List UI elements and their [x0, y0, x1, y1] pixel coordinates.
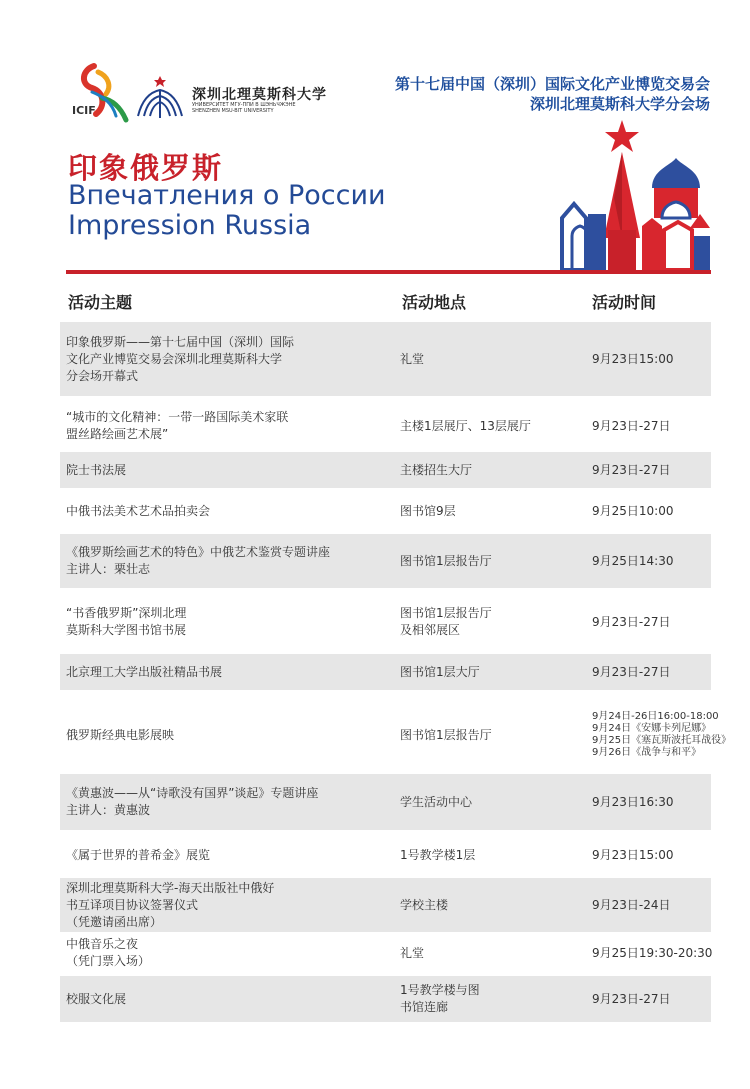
table-row: [60, 654, 711, 690]
event-place: [400, 832, 585, 878]
event-topic-line: 中俄音乐之夜: [66, 937, 139, 951]
event-place: [400, 322, 585, 396]
event-topic-line: 深圳北理莫斯科大学-海天出版社中俄好: [66, 880, 275, 895]
event-topic: [66, 932, 396, 974]
event-topic-line: 文化产业博览交易会深圳北理莫斯科大学: [66, 351, 283, 366]
event-time-line: 9月23日-27日: [592, 418, 671, 433]
event-topic-line: （凭门票入场）: [66, 954, 151, 968]
event-topic-line: 书互译项目协议签署仪式: [66, 897, 199, 912]
event-time: [592, 322, 711, 396]
event-topic-line: （凭邀请函出席）: [66, 914, 163, 929]
event-time: [592, 976, 711, 1022]
icif-label: ICIF: [72, 104, 96, 117]
event-place-line: 主楼招生大厅: [400, 462, 473, 477]
event-place-line: 礼堂: [400, 945, 425, 960]
page-header: [0, 0, 750, 280]
event-topic: [66, 534, 396, 588]
event-place-line: 学校主楼: [400, 897, 449, 912]
university-emblem-icon: [134, 74, 186, 120]
event-time-line: 9月23日15:00: [592, 847, 674, 862]
event-topic-line: “书香俄罗斯”深圳北理: [66, 606, 187, 620]
event-time: [592, 832, 711, 878]
event-topic-line: 北京理工大学出版社精品书展: [66, 664, 223, 679]
event-place-line: 图书馆1层大厅: [400, 664, 480, 679]
event-place-line: 图书馆1层报告厅: [400, 727, 492, 742]
event-topic: [66, 452, 396, 488]
university-name-ru: УНИВЕРСИТЕТ МГУ-ППИ В ШЭНЬЧЖЭНЕ: [192, 102, 296, 108]
table-row: [60, 402, 711, 450]
table-header: [0, 286, 750, 316]
event-topic-line: 《黄惠波——从“诗歌没有国界”谈起》专题讲座: [66, 786, 319, 800]
event-time-line: 9月23日-27日: [592, 614, 671, 629]
event-place-line: 图书馆9层: [400, 503, 456, 518]
event-place-line: 主楼1层展厅、13层展厅: [400, 418, 531, 433]
event-time: [592, 534, 711, 588]
event-topic-line: 盟丝路绘画艺术展”: [66, 427, 169, 441]
event-time-line: 9月23日-24日: [592, 897, 671, 912]
table-row: [60, 976, 711, 1022]
column-header-place: 活动地点: [402, 293, 467, 312]
event-topic-line: 莫斯科大学图书馆书展: [66, 623, 187, 637]
event-time-line: 9月25日14:30: [592, 553, 674, 568]
event-time-line: 9月26日《战争与和平》: [592, 747, 702, 758]
event-place: [400, 402, 585, 450]
event-place-line: 图书馆1层报告厅: [400, 606, 492, 620]
event-place: [400, 976, 585, 1022]
column-header-time: 活动时间: [592, 293, 657, 312]
university-name-cn: 深圳北理莫斯科大学: [192, 87, 327, 103]
event-topic-line: 主讲人：黄惠波: [66, 803, 151, 817]
event-topic-line: “城市的文化精神：一带一路国际美术家联: [66, 410, 289, 424]
event-topic-line: 院士书法展: [66, 462, 127, 477]
event-time: [592, 878, 711, 932]
event-place: [400, 452, 585, 488]
event-time-line: 9月24日《安娜卡列尼娜》: [592, 723, 712, 734]
event-time: [592, 932, 711, 974]
table-row: [60, 878, 711, 932]
event-topic: [66, 322, 396, 396]
table-row: [60, 592, 711, 652]
event-time: [592, 492, 711, 530]
event-place: [400, 774, 585, 830]
event-time: [592, 452, 711, 488]
event-place: [400, 932, 585, 974]
event-time: [592, 698, 732, 772]
event-topic-line: 《属于世界的普希金》展览: [66, 847, 211, 862]
event-place: [400, 654, 585, 690]
table-row: [60, 698, 732, 772]
event-time-line: 9月25日19:30-20:30: [592, 945, 713, 960]
event-place: [400, 698, 585, 772]
event-place-line: 书馆连廊: [400, 1000, 449, 1014]
event-place: [400, 878, 585, 932]
event-place: [400, 492, 585, 530]
event-place: [400, 592, 585, 652]
event-time-line: 9月23日-27日: [592, 664, 671, 679]
page-title-ru: Впечатления о России: [68, 180, 386, 211]
event-time-line: 9月23日16:30: [592, 794, 674, 809]
event-time-line: 9月23日15:00: [592, 351, 674, 366]
event-place-line: 礼堂: [400, 351, 425, 366]
event-time: [592, 654, 711, 690]
event-topic: [66, 698, 396, 772]
event-time: [592, 774, 711, 830]
event-topic: [66, 832, 396, 878]
table-row: [60, 774, 711, 830]
event-topic: [66, 654, 396, 690]
fair-title: [395, 74, 710, 114]
event-place: [400, 534, 585, 588]
event-topic-line: 俄罗斯经典电影展映: [66, 727, 175, 742]
event-topic: [66, 878, 396, 932]
event-place-line: 及相邻展区: [400, 623, 461, 637]
event-time-line: 9月23日-27日: [592, 991, 671, 1006]
header-divider: [66, 270, 711, 274]
fair-title-line2: 深圳北理莫斯科大学分会场: [529, 95, 710, 113]
event-topic: [66, 592, 396, 652]
event-topic: [66, 976, 396, 1022]
event-time: [592, 592, 711, 652]
event-time-line: 9月25日《塞瓦斯波托耳战役》: [592, 735, 732, 746]
column-header-topic: 活动主题: [68, 293, 133, 312]
event-place-line: 1号教学楼与图: [400, 983, 480, 997]
event-place-line: 图书馆1层报告厅: [400, 553, 492, 568]
kremlin-illustration-icon: [552, 118, 712, 270]
event-topic-line: 《俄罗斯绘画艺术的特色》中俄艺术鉴赏专题讲座: [66, 545, 331, 559]
event-topic-line: 印象俄罗斯——第十七届中国（深圳）国际: [66, 334, 295, 349]
university-name-en: SHENZHEN MSU-BIT UNIVERSITY: [192, 108, 274, 114]
university-logo: [134, 74, 329, 122]
table-row: [60, 322, 711, 396]
event-time: [592, 402, 711, 450]
event-place-line: 学生活动中心: [400, 794, 473, 809]
page-title-cn: 印象俄罗斯: [68, 151, 224, 185]
event-topic-line: 中俄书法美术艺术品拍卖会: [66, 503, 211, 518]
event-topic-line: 分会场开幕式: [66, 368, 139, 383]
event-topic-line: 主讲人：栗壮志: [66, 562, 151, 576]
page-title-en: Impression Russia: [68, 210, 312, 241]
event-time-line: 9月24日-26日16:00-18:00: [592, 711, 719, 722]
event-time-line: 9月25日10:00: [592, 503, 674, 518]
table-row: [60, 492, 711, 530]
table-row: [60, 534, 711, 588]
event-time-line: 9月23日-27日: [592, 462, 671, 477]
icif-logo: [72, 62, 134, 126]
event-topic-line: 校服文化展: [66, 991, 127, 1006]
fair-title-line1: 第十七届中国（深圳）国际文化产业博览交易会: [394, 75, 710, 93]
table-row: [60, 832, 711, 878]
event-topic: [66, 774, 396, 830]
table-row: [60, 932, 711, 974]
event-topic: [66, 492, 396, 530]
table-row: [60, 452, 711, 488]
event-topic: [66, 402, 396, 450]
event-place-line: 1号教学楼1层: [400, 847, 476, 862]
